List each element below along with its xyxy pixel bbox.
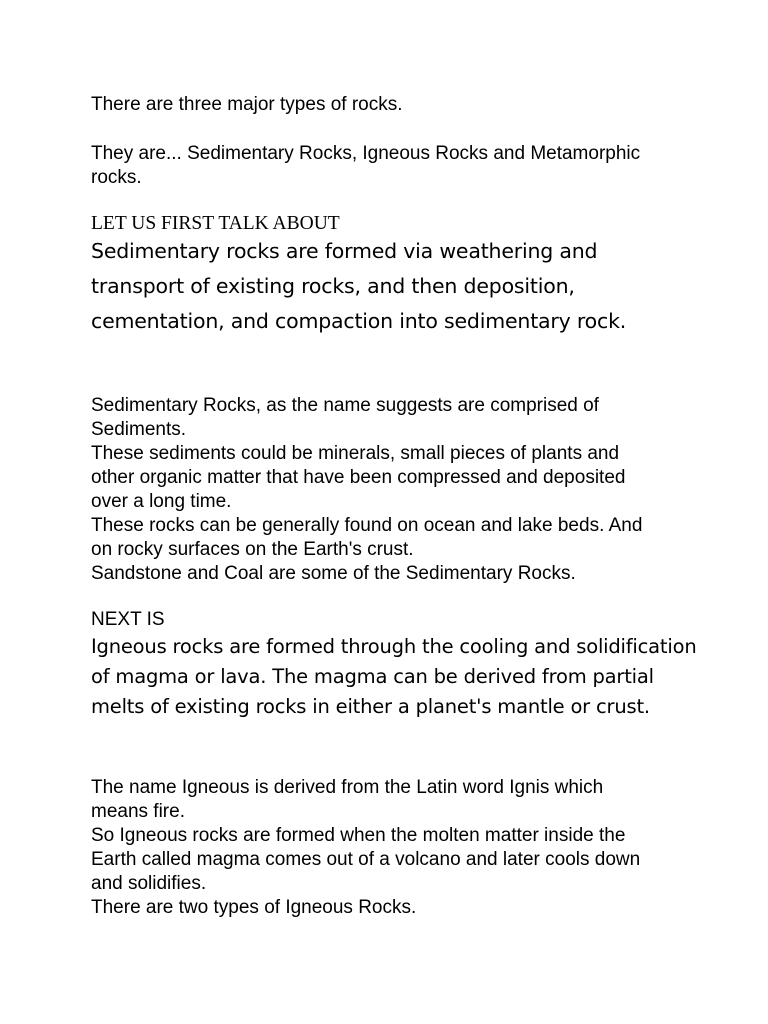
igneous-body-line-3: So Igneous rocks are formed when the molten matter inside the — [91, 825, 626, 846]
sedimentary-definition-line-1: Sedimentary rocks are formed via weathering and — [91, 239, 598, 263]
sedimentary-body-line-8: Sandstone and Coal are some of the Sedimentary Rocks. — [91, 563, 576, 584]
next-heading — [91, 608, 691, 632]
igneous-body-line-1: The name Igneous is derived from the Latin word Ignis which — [91, 777, 604, 798]
igneous-definition-line-3: melts of existing rocks in either a planet's mantle or crust. — [91, 695, 650, 718]
first-talk-heading-text: LET US FIRST TALK ABOUT — [91, 213, 340, 234]
sedimentary-definition-line-2: transport of existing rocks, and then deposition, — [91, 274, 575, 298]
sedimentary-definition — [91, 234, 691, 339]
first-talk-heading — [91, 212, 691, 236]
rock-types-line-2: rocks. — [91, 167, 142, 188]
rock-types-line-1: They are... Sedimentary Rocks, Igneous Rocks and Metamorphic — [91, 143, 641, 164]
igneous-body-line-2: means fire. — [91, 801, 185, 822]
igneous-definition-line-1: Igneous rocks are formed through the cooling and solidification — [91, 635, 697, 658]
igneous-body-line-6: There are two types of Igneous Rocks. — [91, 897, 417, 918]
sedimentary-definition-line-3: cementation, and compaction into sedimentary rock. — [91, 309, 627, 333]
igneous-definition-line-2: of magma or lava. The magma can be derived from partial — [91, 665, 654, 688]
sedimentary-body-line-5: over a long time. — [91, 491, 232, 512]
sedimentary-body-line-3: These sediments could be minerals, small pieces of plants and — [91, 443, 620, 464]
igneous-definition — [91, 632, 697, 722]
igneous-body — [91, 776, 691, 920]
igneous-body-line-5: and solidifies. — [91, 873, 207, 894]
next-heading-text: NEXT IS — [91, 609, 165, 630]
sedimentary-body-line-1: Sedimentary Rocks, as the name suggests are comprised of — [91, 395, 599, 416]
igneous-body-line-4: Earth called magma comes out of a volcano and later cools down — [91, 849, 641, 870]
sedimentary-body-line-2: Sediments. — [91, 419, 187, 440]
intro-paragraph — [91, 93, 691, 117]
sedimentary-body-line-7: on rocky surfaces on the Earth's crust. — [91, 539, 414, 560]
intro-line: There are three major types of rocks. — [91, 94, 403, 115]
rock-types-paragraph — [91, 142, 691, 190]
sedimentary-body-line-4: other organic matter that have been compressed and deposited — [91, 467, 626, 488]
sedimentary-body-line-6: These rocks can be generally found on ocean and lake beds. And — [91, 515, 643, 536]
sedimentary-body — [91, 394, 691, 586]
